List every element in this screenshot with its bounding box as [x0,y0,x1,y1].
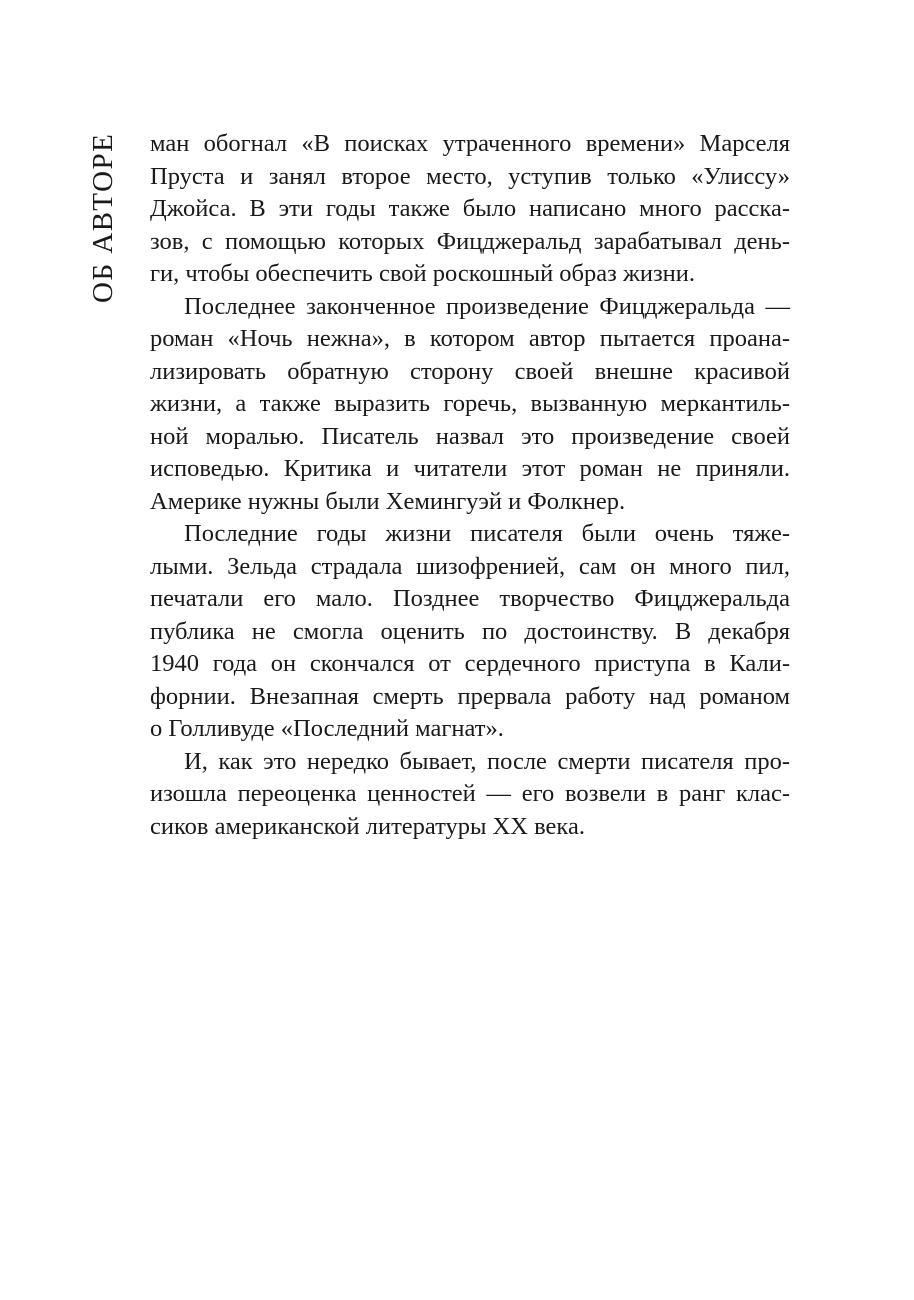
text-line: ги, чтобы обеспечить свой роскошный образ жизни. [150,260,696,287]
text-line: роман «Ночь нежна», в котором автор пытается проана- [150,325,790,352]
section-marker [86,133,120,303]
text-line: изошла переоценка ценностей — его возвели в ранг клас- [150,780,790,807]
text-line: сиков американской литературы XX века. [150,812,585,840]
text-line: Америке нужны были Хемингуэй и Фолкнер. [150,487,626,515]
text-line: жизни, а также выразить горечь, вызванную меркантиль- [150,390,790,417]
text-line: публика не смогла оценить по достоинству. В декабря [150,617,790,645]
body-text [150,128,790,843]
text-line: исповедью. Критика и читатели этот роман не приняли. [150,455,790,482]
text-line: Пруста и занял второе место, уступив только «Улиссу» [150,162,790,190]
text-line: лизировать обратную сторону своей внешне красивой [150,357,790,385]
text-line: Джойса. В эти годы также было написано много расска- [150,195,790,222]
text-line: ман обогнал «В поисках утраченного времени» Марселя [150,130,790,157]
text-line: лыми. Зельда страдала шизофренией, сам он много пил, [150,552,790,580]
text-line: о Голливуде «Последний магнат». [150,715,504,742]
text-line: ной моралью. Писатель назвал это произведение своей [150,422,790,450]
paragraph-first-line: Последние годы жизни писателя были очень тяже- [184,520,790,547]
text-line: печатали его мало. Позднее творчество Фицджеральда [150,585,790,612]
text-line: зов, с помощью которых Фицджеральд зарабатывал день- [150,227,790,255]
paragraph-first-line: И, как это нередко бывает, после смерти писателя про- [184,747,790,775]
text-line: форнии. Внезапная смерть прервала работу над романом [150,682,790,710]
paragraph-first-line: Последнее законченное произведение Фицджеральда — [184,292,790,320]
text-line: 1940 года он скончался от сердечного приступа в Кали- [150,650,790,677]
section-label: ОБ АВТОРЕ [87,132,119,303]
